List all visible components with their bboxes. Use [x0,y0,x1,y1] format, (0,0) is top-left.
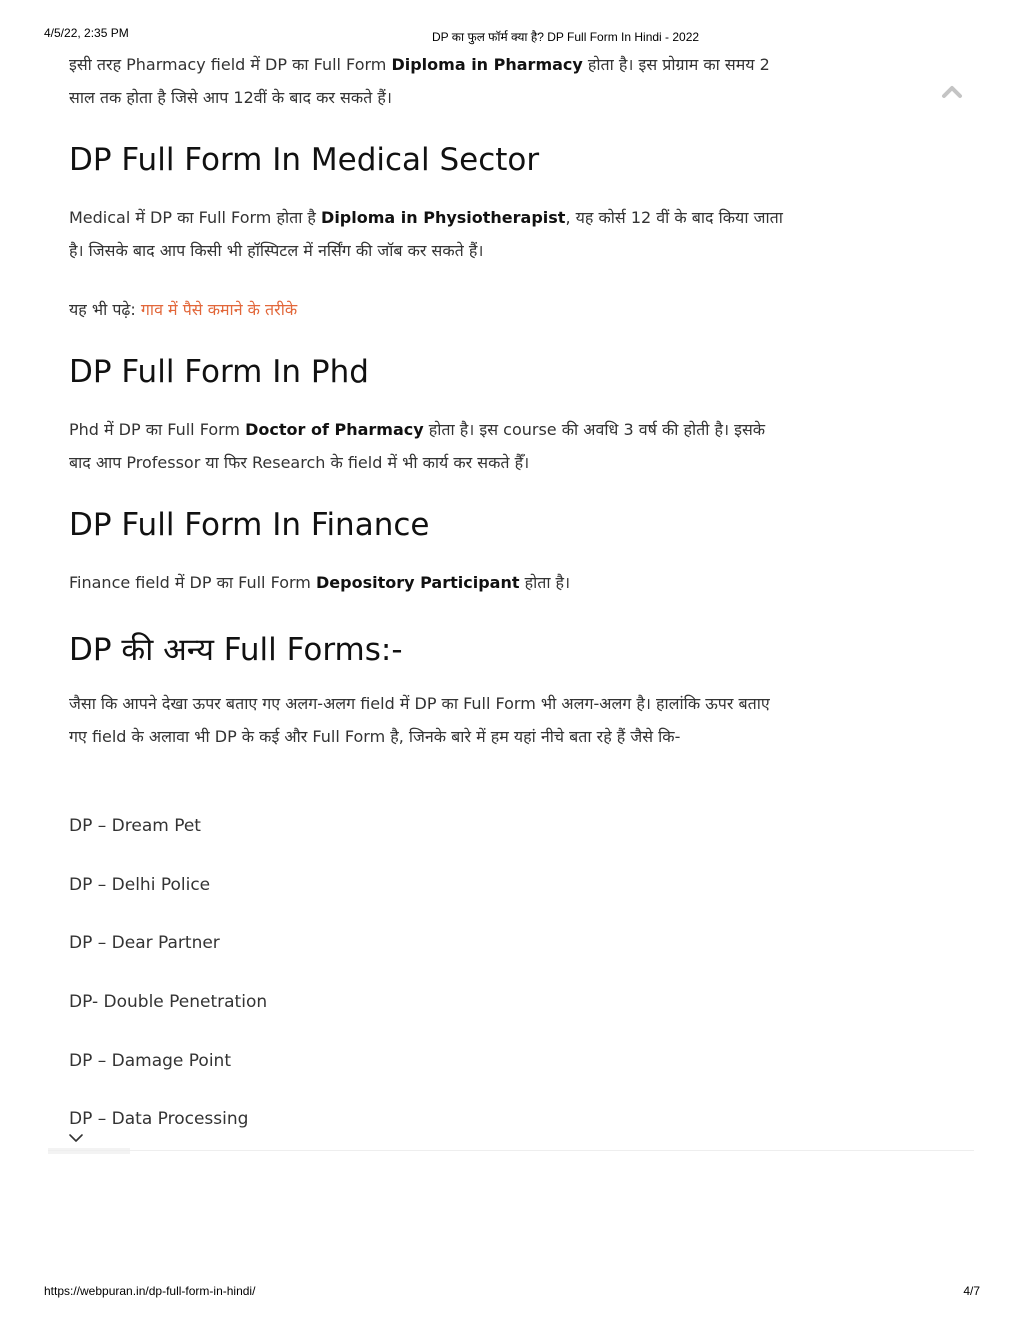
list-item: DP – Dream Pet [69,816,201,836]
phd-paragraph [69,413,789,479]
medical-bold: Diploma in Physiotherapist [321,208,566,227]
list-item: DP – Damage Point [69,1051,231,1071]
print-header [0,26,1024,46]
heading-other-full-forms: DP की अन्य Full Forms:- [69,632,403,668]
intro-text: इसी तरह Pharmacy field में DP का Full Form [69,55,392,74]
print-page-number: 4/7 [963,1284,980,1298]
read-also [69,293,789,326]
intro-text-end: होता है। इस प्रोग्राम का समय 2 साल तक होता है जिसे आप 12वीं के बाद कर सकते हैं। [69,55,770,107]
phd-text: Phd में DP का Full Form [69,420,246,439]
heading-phd: DP Full Form In Phd [69,354,369,390]
finance-text-end: होता है। [519,573,571,592]
read-also-link[interactable]: गाव में पैसे कमाने के तरीके [140,300,298,319]
finance-text: Finance field में DP का Full Form [69,573,316,592]
heading-finance: DP Full Form In Finance [69,507,430,543]
intro-bold: Diploma in Pharmacy [391,55,583,74]
toggle-tab [48,1148,130,1154]
print-url: https://webpuran.in/dp-full-form-in-hindi/ [44,1284,256,1298]
medical-text: Medical में DP का Full Form होता है [69,208,322,227]
chevron-down-icon [68,1133,84,1143]
list-item: DP – Delhi Police [69,875,211,895]
heading-medical: DP Full Form In Medical Sector [69,142,540,178]
chevron-up-icon [941,85,963,99]
list-item: DP – Dear Partner [69,933,220,953]
read-also-prefix: यह भी पढ़े: [69,300,141,319]
list-item: DP- Double Penetration [69,992,268,1012]
finance-bold: Depository Participant [315,573,520,592]
expand-toggle-button[interactable] [64,1128,88,1148]
print-datetime: 4/5/22, 2:35 PM [44,26,129,40]
phd-text-end: होता है। इस course की अवधि 3 वर्ष की होती है। इसके बाद आप Professor या फिर Research के field में भी कार्य कर सकते हैँ। [69,420,766,472]
medical-text-end: , यह कोर्स 12 वीं के बाद किया जाता है। जिसके बाद आप किसी भी हॉस्पिटल में नर्सिंग की जॉब कर सकते हैं। [69,208,783,260]
scroll-to-top-button[interactable] [938,80,966,104]
print-footer [0,1284,1024,1304]
list-item: DP – Data Processing [69,1109,249,1129]
divider [48,1150,974,1151]
medical-paragraph [69,201,789,267]
other-paragraph: जैसा कि आपने देखा ऊपर बताए गए अलग-अलग field में DP का Full Form भी अलग-अलग है। हालांकि ऊपर बताए गए field के अलावा भी DP के कई और Full Form है, जिनके बारे में हम यहां नीचे बता रहे हैं जैसे कि- [69,694,770,746]
intro-paragraph [69,48,789,114]
print-page-title: DP का फुल फॉर्म क्या है? DP Full Form In Hindi - 2022 [432,30,700,44]
finance-paragraph [69,566,789,599]
phd-bold: Doctor of Pharmacy [245,420,424,439]
